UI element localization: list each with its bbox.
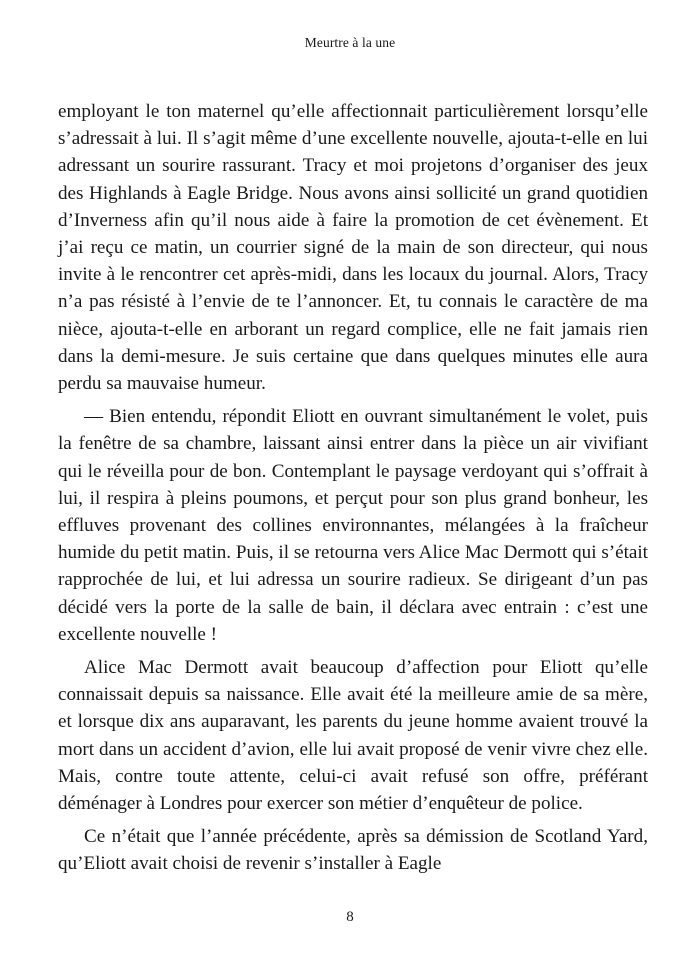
- paragraph-dialogue: — Bien entendu, répondit Eliott en ouvrant simultanément le volet, puis la fenêtre de sa chambre, laissant ainsi entrer dans la pièce un air vivifiant qui le réveilla pour de bon. Contemplant le paysage verdoyant qui s’offrait à lui, il respira à pleins poumons, et perçut pour son plus grand bonheur, les effluves provenant des collines environnantes, mélangées à la fraîcheur humide du petit matin. Puis, il se retourna vers Alice Mac Dermott qui s’était rapprochée de lui, et lui adressa un sourire radieux. Se dirigeant d’un pas décidé vers la porte de la salle de bain, il déclara avec entrain : c’est une excellente nouvelle !: [58, 406, 648, 645]
- paragraph-continuation: employant le ton maternel qu’elle affectionnait particulièrement lorsqu’elle s’adressait à lui. Il s’agit même d’une excellente nouvelle, ajouta-t-elle en lui adressant un sourire rassurant. Tracy et moi projetons d’organiser des jeux des Highlands à Eagle Bridge. Nous avons ainsi sollicité un grand quotidien d’Inverness afin qu’il nous aide à faire la promotion de cet évènement. Et j’ai reçu ce matin, un courrier signé de la main de son directeur, qui nous invite à le rencontrer cet après-midi, dans les locaux du journal. Alors, Tracy n’a pas résisté à l’envie de te l’annoncer. Et, tu connais le caractère de ma nièce, ajouta-t-elle en arborant un regard complice, elle ne fait jamais rien dans la demi-mesure. Je suis certaine que dans quelques minutes elle aura perdu sa mauvaise humeur.: [58, 101, 648, 395]
- page-number: 8: [346, 909, 354, 925]
- body-text: [58, 98, 648, 878]
- paragraph-last: Ce n’était que l’année précédente, après sa démission de Scotland Yard, qu’Eliott avait choisi de revenir s’installer à Eagle: [58, 826, 648, 875]
- running-head-title: Meurtre à la une: [304, 35, 396, 50]
- paragraph: Alice Mac Dermott avait beaucoup d’affection pour Eliott qu’elle connaissait depuis sa naissance. Elle avait été la meilleure amie de sa mère, et lorsque dix ans auparavant, les parents du jeune homme avaient trouvé la mort dans un accident d’avion, elle lui avait proposé de venir vivre chez elle. Mais, contre toute attente, celui-ci avait refusé son offre, préférant déménager à Londres pour exercer son métier d’enquêteur de police.: [58, 657, 648, 815]
